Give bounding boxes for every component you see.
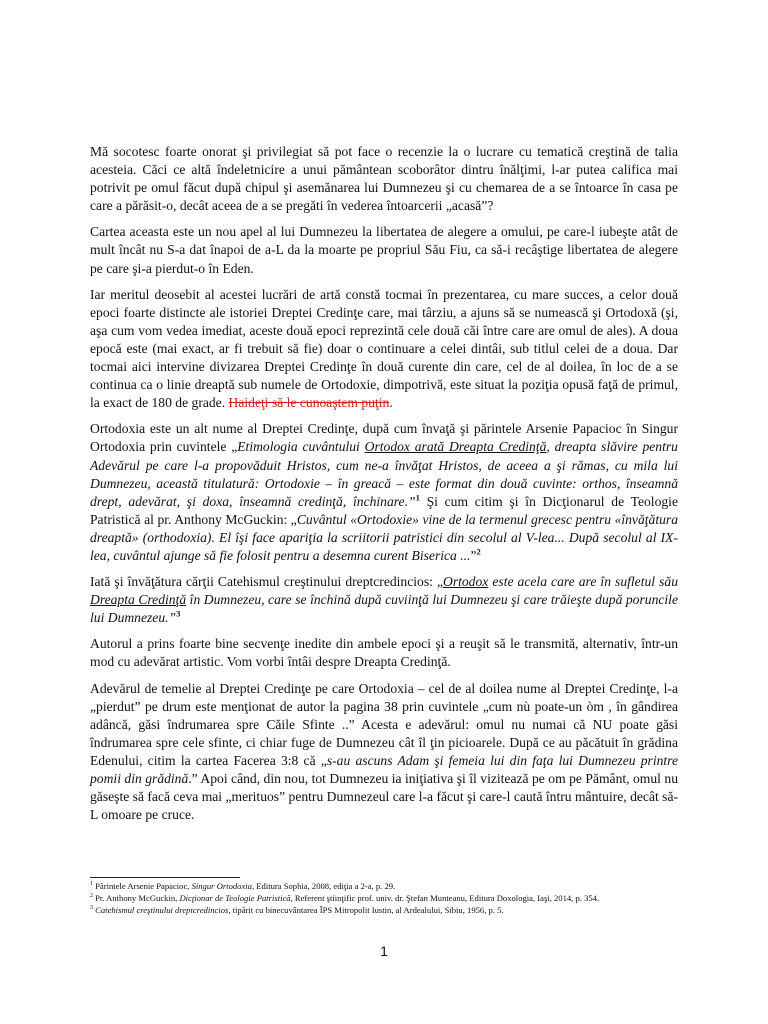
footnote-2: $^2$ Pr. Anthony McGuckin, Dicţionar de Teologie Patristică, Referent ştiinţific prof. univ. dr. Ştefan Munteanu, Editura Doxologia, Iaşi, 2014, p. 354. (90, 893, 600, 903)
quote: Cuvântul «Ortodoxie» vine de la termenul grecesc pentru «învăţătura dreaptă» (orthodoxia). El îşi face apariţia la scriitorii patristici din secolul al V-lea... După secolul al IX-lea, cuvântul ajunge să fie folosit pentru a desemna curent Biserica ... (90, 511, 678, 563)
footnotes (90, 877, 678, 917)
footnote-ref-1: 1 (415, 492, 420, 503)
paragraph-7: Adevărul de temelie al Dreptei Credinţe pe care Ortodoxia – cel de al doilea nume al Dreptei Credinţe, l-a „pierdut” pe drum este menţionat de autor la pagina 38 prin cuvintele „cum nù poate-un òm , în gândirea adâncă, găsi îndrumarea spre Căile Sfinte ..” Acesta e adevărul: omul nu numai că NU poate găsi îndrumarea spre cele sfinte, ci chiar fuge de Dumnezeu cât îl ţin picioarele. După ce au păcătuit în grădina Edenului, citim la cartea Facerea 3:8 că „s-au ascuns Adam şi femeia lui din faţa lui Dumnezeu printre pomii din grădină.” Apoi când, din nou, tot Dumnezeu ia iniţiativa şi îl vizitează pe om pe Pământ, omul nu găseşte să facă ceva mai „merituos” pentru Dumnezeul care l-a făcut şi care-l caută întru mântuire, decât să-L omoare pe cruce. (90, 680, 679, 823)
footnote-separator (90, 877, 240, 878)
quote: este acela care are în sufletul său (488, 574, 679, 590)
underlined-quote: Ortodox (443, 574, 489, 590)
paragraph-5: Iată şi învăţătura cărţii Catehismul creştinului dreptcredincios: „Ortodox este acela care are în sufletul său Dreapta Credinţă în Dumnezeu, care se închină după cuviinţă lui Dumnezeu şi care trăieşte după poruncile lui Dumnezeu.”$^3$ (90, 574, 679, 626)
footnote-1: $^1$ Părintele Arsenie Papacioc, Singur Ortodoxia, Editura Sophia, 2008, ediţia a 2-a, p. 29. (90, 881, 396, 891)
page-number: 1 (380, 943, 388, 959)
paragraph-1: Mă socotesc foarte onorat şi privilegiat să pot face o recenzie la o lucrare cu tematică creştină de talia acesteia. Căci ce altă îndeletnicire a unui pământean scoborâtor dintru înălţimi, l-ar putea califica mai potrivit pe omul făcut după chipul şi asemănarea lui Dumnezeu şi cu chemarea de a se întoarce în casa pe care a părăsit-o, decât aceea de a se pregăti în vederea întoarcerii „acasă”? (90, 144, 678, 214)
strikethrough-text: Haideţi să le cunoaştem puţin (228, 395, 390, 411)
footnote-3: $^3$ Catehismul creştinului dreptcredincios, tipărit cu binecuvântarea ÎPS Mitropolit Iustin, al Ardealului, Sibiu, 1956, p. 5. (90, 905, 504, 915)
underlined-quote: Dreapta Credinţă (90, 592, 187, 608)
paragraph-2: Cartea aceasta este un nou apel al lui Dumnezeu la libertatea de alegere a omului, pe care-l iubeşte atât de mult încât nu S-a dat înapoi de a-L da la moarte pe propriul Său Fiu, ca să-i recâştige libertatea de alegere pe care şi-a pierdut-o în Eden. (90, 224, 678, 276)
quote: , dreapta slăvire pentru Adevărul pe care l-a propovăduit Hristos, cum ne-a învăţat Hristos, de aceea a şi rămas, cu mila lui Dumnezeu, această titulatură: Ortodoxie – în greacă – este format din două cuvinte: orthos, înseamnă drept, adevărat, şi doxa, înseamnă credinţă, închinare.” (90, 439, 678, 509)
quote: s-au ascuns Adam şi femeia lui din faţa lui Dumnezeu printre pomii din grădină (90, 752, 678, 786)
underlined-quote: Ortodox arată Dreapta Credinţă (364, 439, 547, 455)
paragraph-4: Ortodoxia este un alt nume al Dreptei Credinţe, după cum învaţă şi părintele Arsenie Papacioc în Singur Ortodoxia prin cuvintele „Etimologia cuvântului Ortodox arată Dreapta Credinţă, dreapta slăvire pentru Adevărul pe care l-a propovăduit Hristos, cum ne-a învăţat Hristos, de aceea a şi rămas, cu mila lui Dumnezeu, această titulatură: Ortodoxie – în greacă – este format din două cuvinte: orthos, înseamnă drept, adevărat, şi doxa, înseamnă credinţă, închinare.”$^1$ Şi cum citim şi în Dicţionarul de Teologie Patristică al pr. Anthony McGuckin: „Cuvântul «Ortodoxie» vine de la termenul grecesc pentru «învăţătura dreaptă» (orthodoxia). El îşi face apariţia la scriitorii patristici din secolul al V-lea... După secolul al IX-lea, cuvântul ajunge să fie folosit pentru a desemna curent Biserica ...”$^2$ (90, 421, 678, 563)
quote: Etimologia cuvântului (237, 439, 365, 455)
footnote-ref-2: 2 (476, 546, 481, 557)
paragraph-6: Autorul a prins foarte bine secvenţe inedite din ambele epoci şi a reuşit să le transmită, alternativ, într-un mod cu adevărat artistic. Vom vorbi întâi despre Dreapta Credinţă. (90, 636, 678, 670)
footnote-ref-3: 3 (176, 608, 181, 619)
quote: în Dumnezeu, care se închină după cuviinţă lui Dumnezeu şi care trăieşte după poruncile lui Dumnezeu.” (90, 592, 678, 626)
body-text (90, 143, 678, 832)
paragraph-3: Iar meritul deosebit al acestei lucrări de artă constă tocmai în prezentarea, cu mare succes, a celor două epoci foarte distincte ale istoriei Dreptei Credinţe care, mai târziu, a ajuns să se numească şi Ortodoxă (şi, aşa cum vom vedea imediat, aceste două epoci reprezintă cele două căi între care are omul de ales). A doua epocă este (mai exact, ar fi trebuit să fie) doar o continuare a celei dintâi, sub titlul celei de a doua. Dar tocmai aici intervine divizarea Dreptei Credinţe în două curente din care, cel de al doilea, în loc de a se continua ca o linie dreaptă sub numele de Ortodoxie, dimpotrivă, este situat la poziţia opusă faţă de primul, la exact de 180 de grade. Haideţi să le cunoaştem puţin. (90, 286, 678, 411)
